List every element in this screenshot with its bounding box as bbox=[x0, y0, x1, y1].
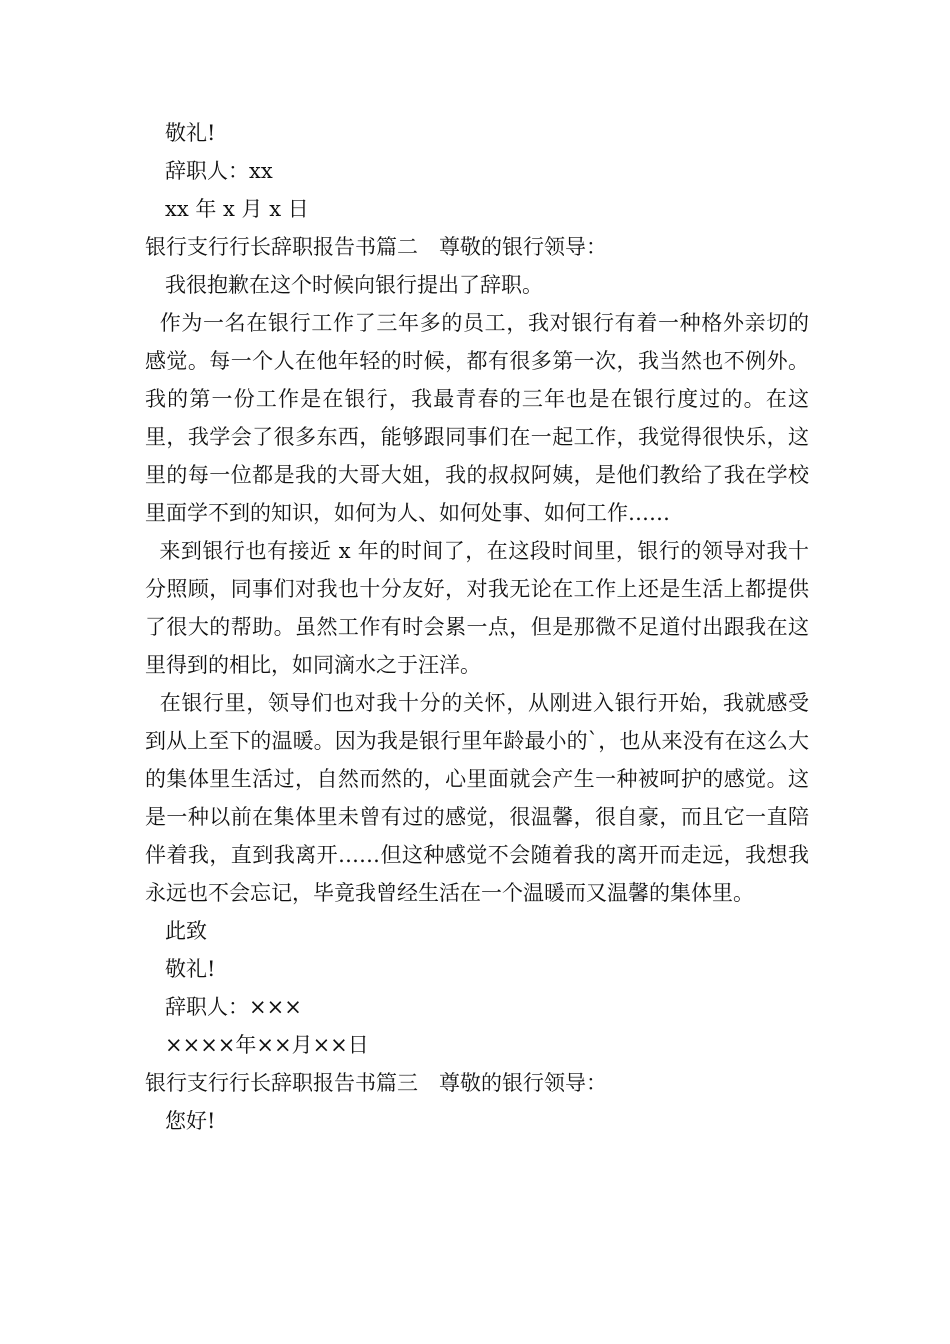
paragraph-2-text: 来到银行也有接近 x 年的时间了，在这段时间里，银行的领导对我十分照顾，同事们对我也十分友好，对我无论在工作上还是生活上都提供了很大的帮助。虽然工作有时会累一点，但是那微不足道付出跟我在这里得到的相比，如同滴水之于汪洋。 bbox=[145, 539, 809, 677]
section-heading-3: 银行支行行长辞职报告书篇三 尊敬的银行领导： bbox=[145, 1071, 607, 1095]
indent-space bbox=[145, 691, 160, 715]
paragraph-1 bbox=[145, 304, 809, 532]
indent-space bbox=[145, 311, 160, 335]
greeting: 您好! bbox=[165, 1109, 216, 1133]
closing-salute-2: 敬礼! bbox=[165, 957, 216, 981]
paragraph-2 bbox=[145, 532, 809, 684]
closing-salute: 敬礼! bbox=[165, 121, 216, 145]
resignation-date: xx 年 x 月 x 日 bbox=[165, 197, 309, 221]
paragraph-1-text: 作为一名在银行工作了三年多的员工，我对银行有着一种格外亲切的感觉。每一个人在他年轻的时候，都有很多第一次，我当然也不例外。我的第一份工作是在银行，我最青春的三年也是在银行度过的。在这里，我学会了很多东西，能够跟同事们在一起工作，我觉得很快乐，这里的每一位都是我的大哥大姐，我的叔叔阿姨，是他们教给了我在学校里面学不到的知识，如何为人、如何处事、如何工作…… bbox=[145, 311, 809, 525]
paragraph-3 bbox=[145, 684, 809, 912]
opening-sentence: 我很抱歉在这个时候向银行提出了辞职。 bbox=[165, 273, 543, 297]
document-body bbox=[145, 114, 809, 1140]
paragraph-3-text: 在银行里，领导们也对我十分的关怀，从刚进入银行开始，我就感受到从上至下的温暖。因为我是银行里年龄最小的`，也从来没有在这么大的集体里生活过，自然而然的，心里面就会产生一种被呵护的感觉。这是一种以前在集体里未曾有过的感觉，很温馨，很自豪，而且它一直陪伴着我，直到我离开……但这种感觉不会随着我的离开而走远，我想我永远也不会忘记，毕竟我曾经生活在一个温暖而又温馨的集体里。 bbox=[145, 691, 809, 905]
resigner-name: 辞职人：xx bbox=[165, 159, 273, 183]
section-heading-2: 银行支行行长辞职报告书篇二 尊敬的银行领导： bbox=[145, 235, 607, 259]
closing-phrase: 此致 bbox=[165, 919, 207, 943]
resigner-name-2: 辞职人：××× bbox=[165, 995, 302, 1019]
resignation-date-2: ××××年××月××日 bbox=[165, 1033, 369, 1057]
indent-space bbox=[145, 539, 159, 563]
